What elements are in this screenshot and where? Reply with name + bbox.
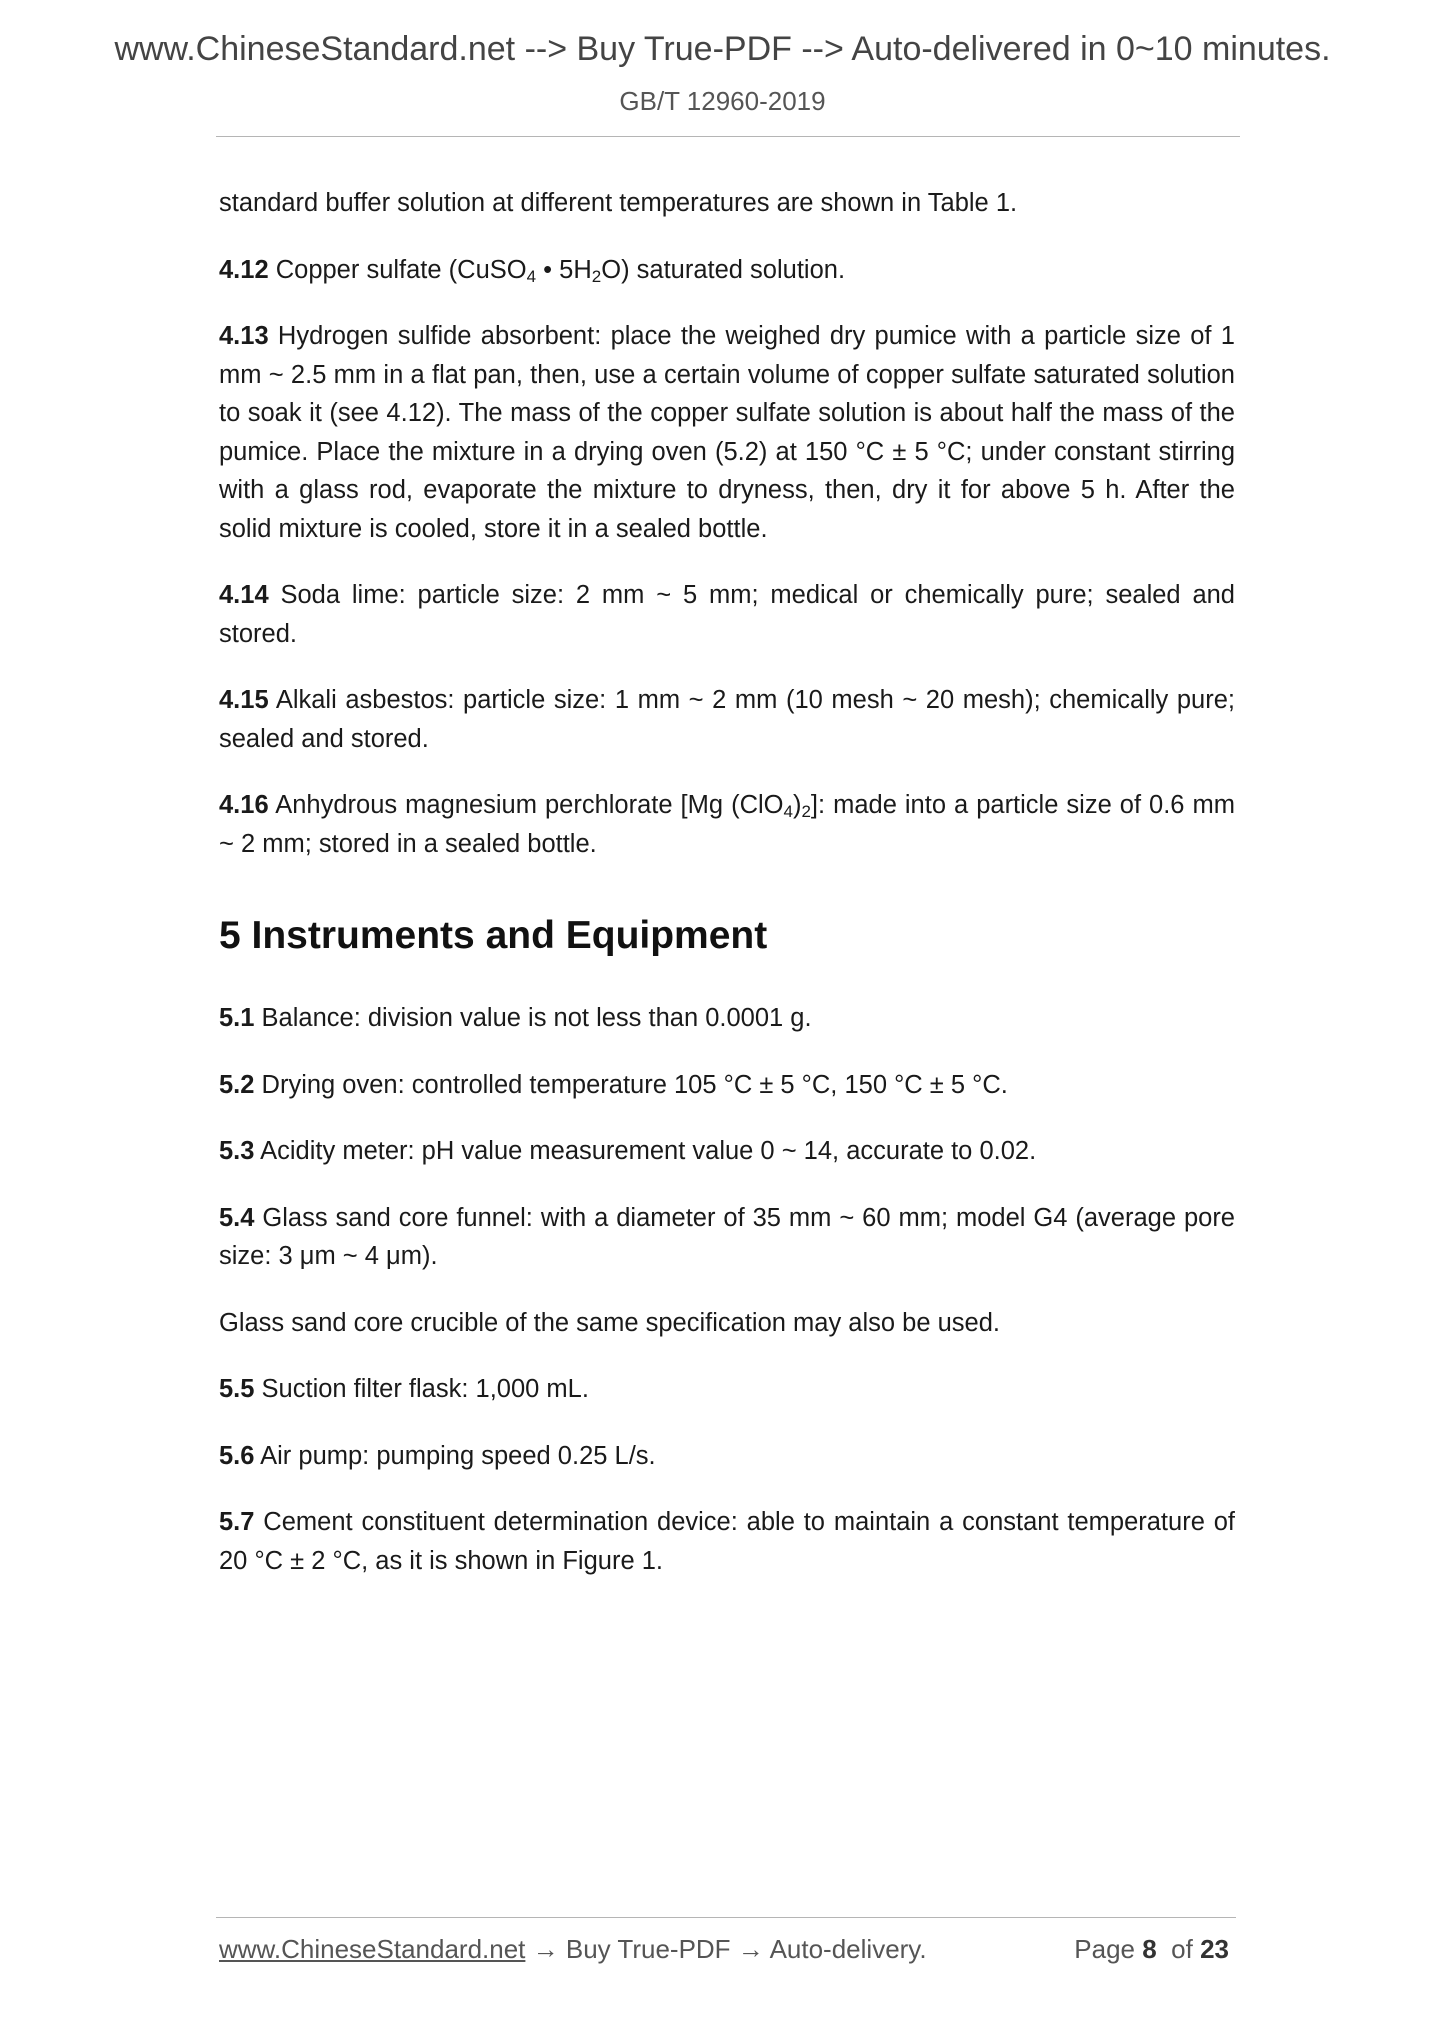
clause-4-13 — [219, 317, 1235, 548]
clause-number: 5.1 — [219, 1004, 255, 1032]
clause-text: Cement constituent determination device: able to maintain a constant temperature of 20 °C ± 2 °C, as it is shown in Figure 1. — [219, 1508, 1235, 1575]
document-body — [219, 184, 1235, 1608]
subscript: 2 — [591, 266, 602, 286]
clause-4-14 — [219, 576, 1235, 653]
clause-text: Balance: division value is not less than 0.0001 g. — [254, 1004, 812, 1032]
clause-number: 5.7 — [219, 1508, 255, 1536]
clause-text: Acidity meter: pH value measurement value 0 ~ 14, accurate to 0.02. — [254, 1137, 1037, 1165]
subscript: 4 — [526, 266, 537, 286]
footer-tagline: → Buy True-PDF → Auto-delivery. — [525, 1934, 927, 1964]
clause-5-4-note: Glass sand core crucible of the same specification may also be used. — [219, 1308, 1000, 1337]
clause-text: ]: made into a particle size of 0.6 mm ~ 2 mm; stored in a sealed bottle. — [219, 791, 1235, 858]
page-total: 23 — [1200, 1934, 1229, 1964]
header-divider — [216, 136, 1240, 137]
page-indicator — [1074, 1934, 1229, 1965]
standard-code: GB/T 12960-2019 — [619, 86, 826, 116]
clause-text: O) saturated solution. — [601, 255, 846, 284]
clause-number: 4.13 — [219, 322, 269, 350]
clause-text: Soda lime: particle size: 2 mm ~ 5 mm; medical or chemically pure; sealed and stored. — [219, 581, 1235, 648]
clause-text: ) — [792, 791, 802, 819]
clause-number: 4.12 — [219, 255, 269, 284]
intro-paragraph: standard buffer solution at different temperatures are shown in Table 1. — [219, 189, 1018, 217]
clause-5-7 — [219, 1503, 1235, 1580]
page-footer — [219, 1934, 1235, 1965]
clause-number: 5.4 — [219, 1203, 255, 1232]
clause-text: Alkali asbestos: particle size: 1 mm ~ 2 mm (10 mesh ~ 20 mesh); chemically pure; sealed and stored. — [219, 686, 1235, 753]
clause-number: 5.3 — [219, 1137, 255, 1165]
section-heading: 5 Instruments and Equipment — [219, 914, 768, 957]
clause-text: Suction filter flask: 1,000 mL. — [254, 1375, 589, 1403]
clause-text: Drying oven: controlled temperature 105 °C ± 5 °C, 150 °C ± 5 °C. — [254, 1070, 1008, 1099]
clause-text: Air pump: pumping speed 0.25 L/s. — [254, 1441, 656, 1470]
clause-number: 4.16 — [219, 791, 269, 819]
page-of-label: of — [1171, 1934, 1193, 1964]
clause-5-4 — [219, 1199, 1235, 1276]
page-current: 8 — [1142, 1934, 1157, 1964]
clause-5-2 — [219, 1066, 1235, 1105]
clause-4-15 — [219, 681, 1235, 758]
clause-5-6 — [219, 1437, 1235, 1476]
clause-5-5 — [219, 1370, 1235, 1409]
clause-4-16 — [219, 786, 1235, 863]
clause-text: Copper sulfate (CuSO — [268, 255, 527, 284]
page-label: Page — [1074, 1934, 1135, 1964]
subscript: 4 — [783, 802, 793, 821]
clause-4-12 — [219, 251, 1235, 290]
footer-website-link[interactable]: www.ChineseStandard.net — [219, 1934, 526, 1964]
clause-text: Glass sand core funnel: with a diameter of 35 mm ~ 60 mm; model G4 (average pore size: 3 μm ~ 4 μm). — [219, 1203, 1235, 1270]
clause-5-1 — [219, 999, 1235, 1038]
clause-text: Hydrogen sulfide absorbent: place the weighed dry pumice with a particle size of 1 mm ~ 2.5 mm in a flat pan, then, use a certain volume of copper sulfate saturated solution to soak it (see 4.12). The mass of the copper sulfate solution is about half the mass of the pumice. Place the mixture in a drying oven (5.2) at 150 °C ± 5 °C; under constant stirring with a glass rod, evaporate the mixture to dryness, then, dry it for above 5 h. After the solid mixture is cooled, store it in a sealed bottle. — [219, 322, 1235, 543]
clause-number: 5.2 — [219, 1070, 255, 1099]
clause-number: 4.14 — [219, 581, 269, 609]
footer-divider — [216, 1917, 1236, 1918]
subscript: 2 — [801, 802, 811, 821]
clause-5-3 — [219, 1132, 1235, 1171]
clause-text: Anhydrous magnesium perchlorate [Mg (ClO — [268, 791, 784, 819]
clause-number: 5.5 — [219, 1375, 255, 1403]
top-banner: www.ChineseStandard.net --> Buy True-PDF --> Auto-delivered in 0~10 minutes. — [114, 30, 1331, 68]
clause-number: 5.6 — [219, 1441, 255, 1470]
clause-text: • 5H — [536, 255, 592, 284]
clause-number: 4.15 — [219, 686, 269, 714]
